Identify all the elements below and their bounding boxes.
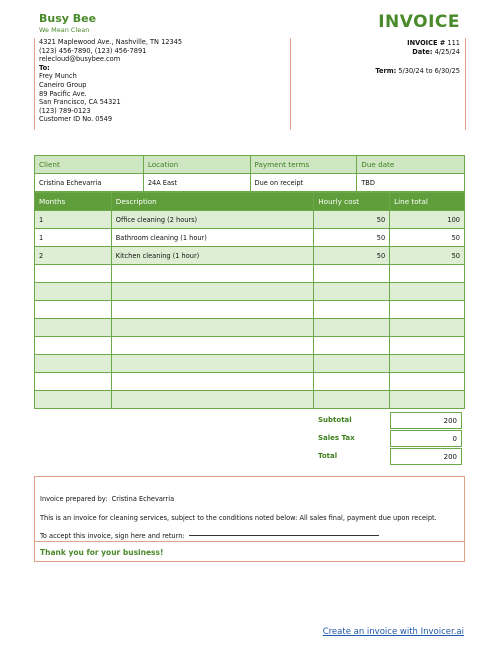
- months-cell: 2: [35, 247, 112, 265]
- months-cell: [35, 283, 112, 301]
- invoice-date-label: Date:: [412, 48, 433, 56]
- table-row: [35, 247, 465, 265]
- company-address: 4321 Maplewood Ave., Nashville, TN 12345: [39, 38, 183, 46]
- table-row: [35, 211, 465, 229]
- table-row: [35, 283, 465, 301]
- create-invoice-link[interactable]: Create an invoice with Invoicer.ai: [322, 627, 464, 637]
- invoice-term: [375, 67, 460, 75]
- description-cell: [111, 355, 314, 373]
- bill-to-company: Caneiro Group: [39, 80, 87, 89]
- line-total-cell: [390, 301, 465, 319]
- subtotal-label: Subtotal: [318, 416, 352, 424]
- months-cell: [35, 301, 112, 319]
- months-cell: [35, 319, 112, 337]
- thank-you-text: Thank you for your business!: [40, 548, 164, 557]
- due-date-header: Due date: [357, 156, 465, 174]
- middle-divider: [290, 38, 291, 130]
- invoice-date-value: 4/25/24: [434, 48, 460, 56]
- location-header: Location: [143, 156, 250, 174]
- due-date-cell: TBD: [357, 174, 465, 192]
- client-table: [34, 155, 465, 192]
- table-row: [35, 265, 465, 283]
- description-cell: Kitchen cleaning (1 hour): [111, 247, 314, 265]
- table-row: [35, 301, 465, 319]
- months-cell: 1: [35, 211, 112, 229]
- line-total-cell: 100: [390, 211, 465, 229]
- invoice-date: [412, 48, 460, 56]
- right-divider: [465, 38, 466, 130]
- accept-line: [40, 532, 379, 540]
- hourly-cost-cell: [314, 373, 390, 391]
- hourly-cost-cell: [314, 283, 390, 301]
- description-cell: [111, 319, 314, 337]
- description-cell: Bathroom cleaning (1 hour): [111, 229, 314, 247]
- payment-terms-cell: Due on receipt: [250, 174, 357, 192]
- line-total-cell: [390, 319, 465, 337]
- sales-tax-value: 0: [390, 430, 462, 447]
- line-total-cell: 50: [390, 247, 465, 265]
- line-total-cell: 50: [390, 229, 465, 247]
- description-cell: [111, 391, 314, 409]
- conditions-text: This is an invoice for cleaning services, subject to the conditions noted below: All sales final, payment due upon receipt.: [40, 514, 437, 522]
- table-row: [35, 373, 465, 391]
- months-cell: 1: [35, 229, 112, 247]
- hourly-cost-cell: [314, 301, 390, 319]
- invoice-number-label: INVOICE #: [407, 39, 446, 47]
- bill-to-name: Frey Munch: [39, 72, 77, 81]
- table-row: [35, 337, 465, 355]
- client-header: Client: [35, 156, 144, 174]
- line-total-cell: [390, 337, 465, 355]
- totals-block: [318, 412, 468, 468]
- table-row: [35, 319, 465, 337]
- hourly-cost-cell: [314, 319, 390, 337]
- invoice-number-value: 111: [447, 39, 460, 47]
- company-email: relecloud@busybee.com: [39, 55, 121, 64]
- description-cell: [111, 283, 314, 301]
- description-cell: [111, 301, 314, 319]
- company-phones: (123) 456-7890, (123) 456-7891: [39, 46, 147, 55]
- invoice-title: INVOICE: [378, 12, 460, 32]
- subtotal-value: 200: [390, 412, 462, 429]
- description-header: Description: [111, 193, 314, 211]
- hourly-cost-cell: 50: [314, 229, 390, 247]
- table-row: [35, 229, 465, 247]
- months-cell: [35, 355, 112, 373]
- left-divider: [34, 38, 35, 130]
- invoice-term-label: Term:: [375, 67, 397, 75]
- items-table: [34, 192, 465, 409]
- line-total-cell: [390, 265, 465, 283]
- company-tagline: We Mean Clean: [39, 26, 90, 34]
- items-header-row: [35, 193, 465, 211]
- line-total-cell: [390, 355, 465, 373]
- accept-text: To accept this invoice, sign here and return:: [40, 532, 185, 540]
- hourly-cost-header: Hourly cost: [314, 193, 390, 211]
- line-total-cell: [390, 283, 465, 301]
- prepared-by-label: Invoice prepared by:: [40, 495, 108, 503]
- client-row: [35, 174, 465, 192]
- company-name: Busy Bee: [39, 12, 97, 25]
- table-row: [35, 391, 465, 409]
- hourly-cost-cell: [314, 355, 390, 373]
- line-total-cell: [390, 373, 465, 391]
- months-cell: [35, 391, 112, 409]
- notes-box: [34, 476, 465, 562]
- prepared-by-line: [40, 495, 174, 503]
- client-header-row: [35, 156, 465, 174]
- payment-terms-header: Payment terms: [250, 156, 357, 174]
- line-total-cell: [390, 391, 465, 409]
- months-cell: [35, 337, 112, 355]
- hourly-cost-cell: [314, 265, 390, 283]
- months-cell: [35, 373, 112, 391]
- hourly-cost-cell: [314, 391, 390, 409]
- prepared-by-name: Cristina Echevarria: [111, 495, 175, 503]
- location-cell: 24A East: [143, 174, 250, 192]
- signature-line[interactable]: [189, 535, 379, 536]
- hourly-cost-cell: 50: [314, 247, 390, 265]
- invoice-number: [407, 39, 460, 47]
- hourly-cost-cell: [314, 337, 390, 355]
- line-total-header: Line total: [390, 193, 465, 211]
- bill-to-phone: (123) 789-0123: [39, 106, 91, 115]
- client-cell: Cristina Echevarria: [35, 174, 144, 192]
- thanks-row: [35, 541, 464, 563]
- months-cell: [35, 265, 112, 283]
- sales-tax-label: Sales Tax: [318, 434, 355, 442]
- customer-id: Customer ID No. 0549: [39, 115, 113, 124]
- bill-to-label: To:: [39, 63, 50, 72]
- hourly-cost-cell: 50: [314, 211, 390, 229]
- months-header: Months: [35, 193, 112, 211]
- bill-to-city: San Francisco, CA 54321: [39, 98, 121, 107]
- description-cell: [111, 265, 314, 283]
- invoice-term-value: 5/30/24 to 6/30/25: [398, 67, 460, 75]
- total-value: 200: [390, 448, 462, 465]
- total-label: Total: [318, 452, 338, 460]
- description-cell: Office cleaning (2 hours): [111, 211, 314, 229]
- description-cell: [111, 337, 314, 355]
- bill-to-street: 89 Pacific Ave.: [39, 89, 87, 98]
- table-row: [35, 355, 465, 373]
- address-block: [39, 38, 182, 124]
- description-cell: [111, 373, 314, 391]
